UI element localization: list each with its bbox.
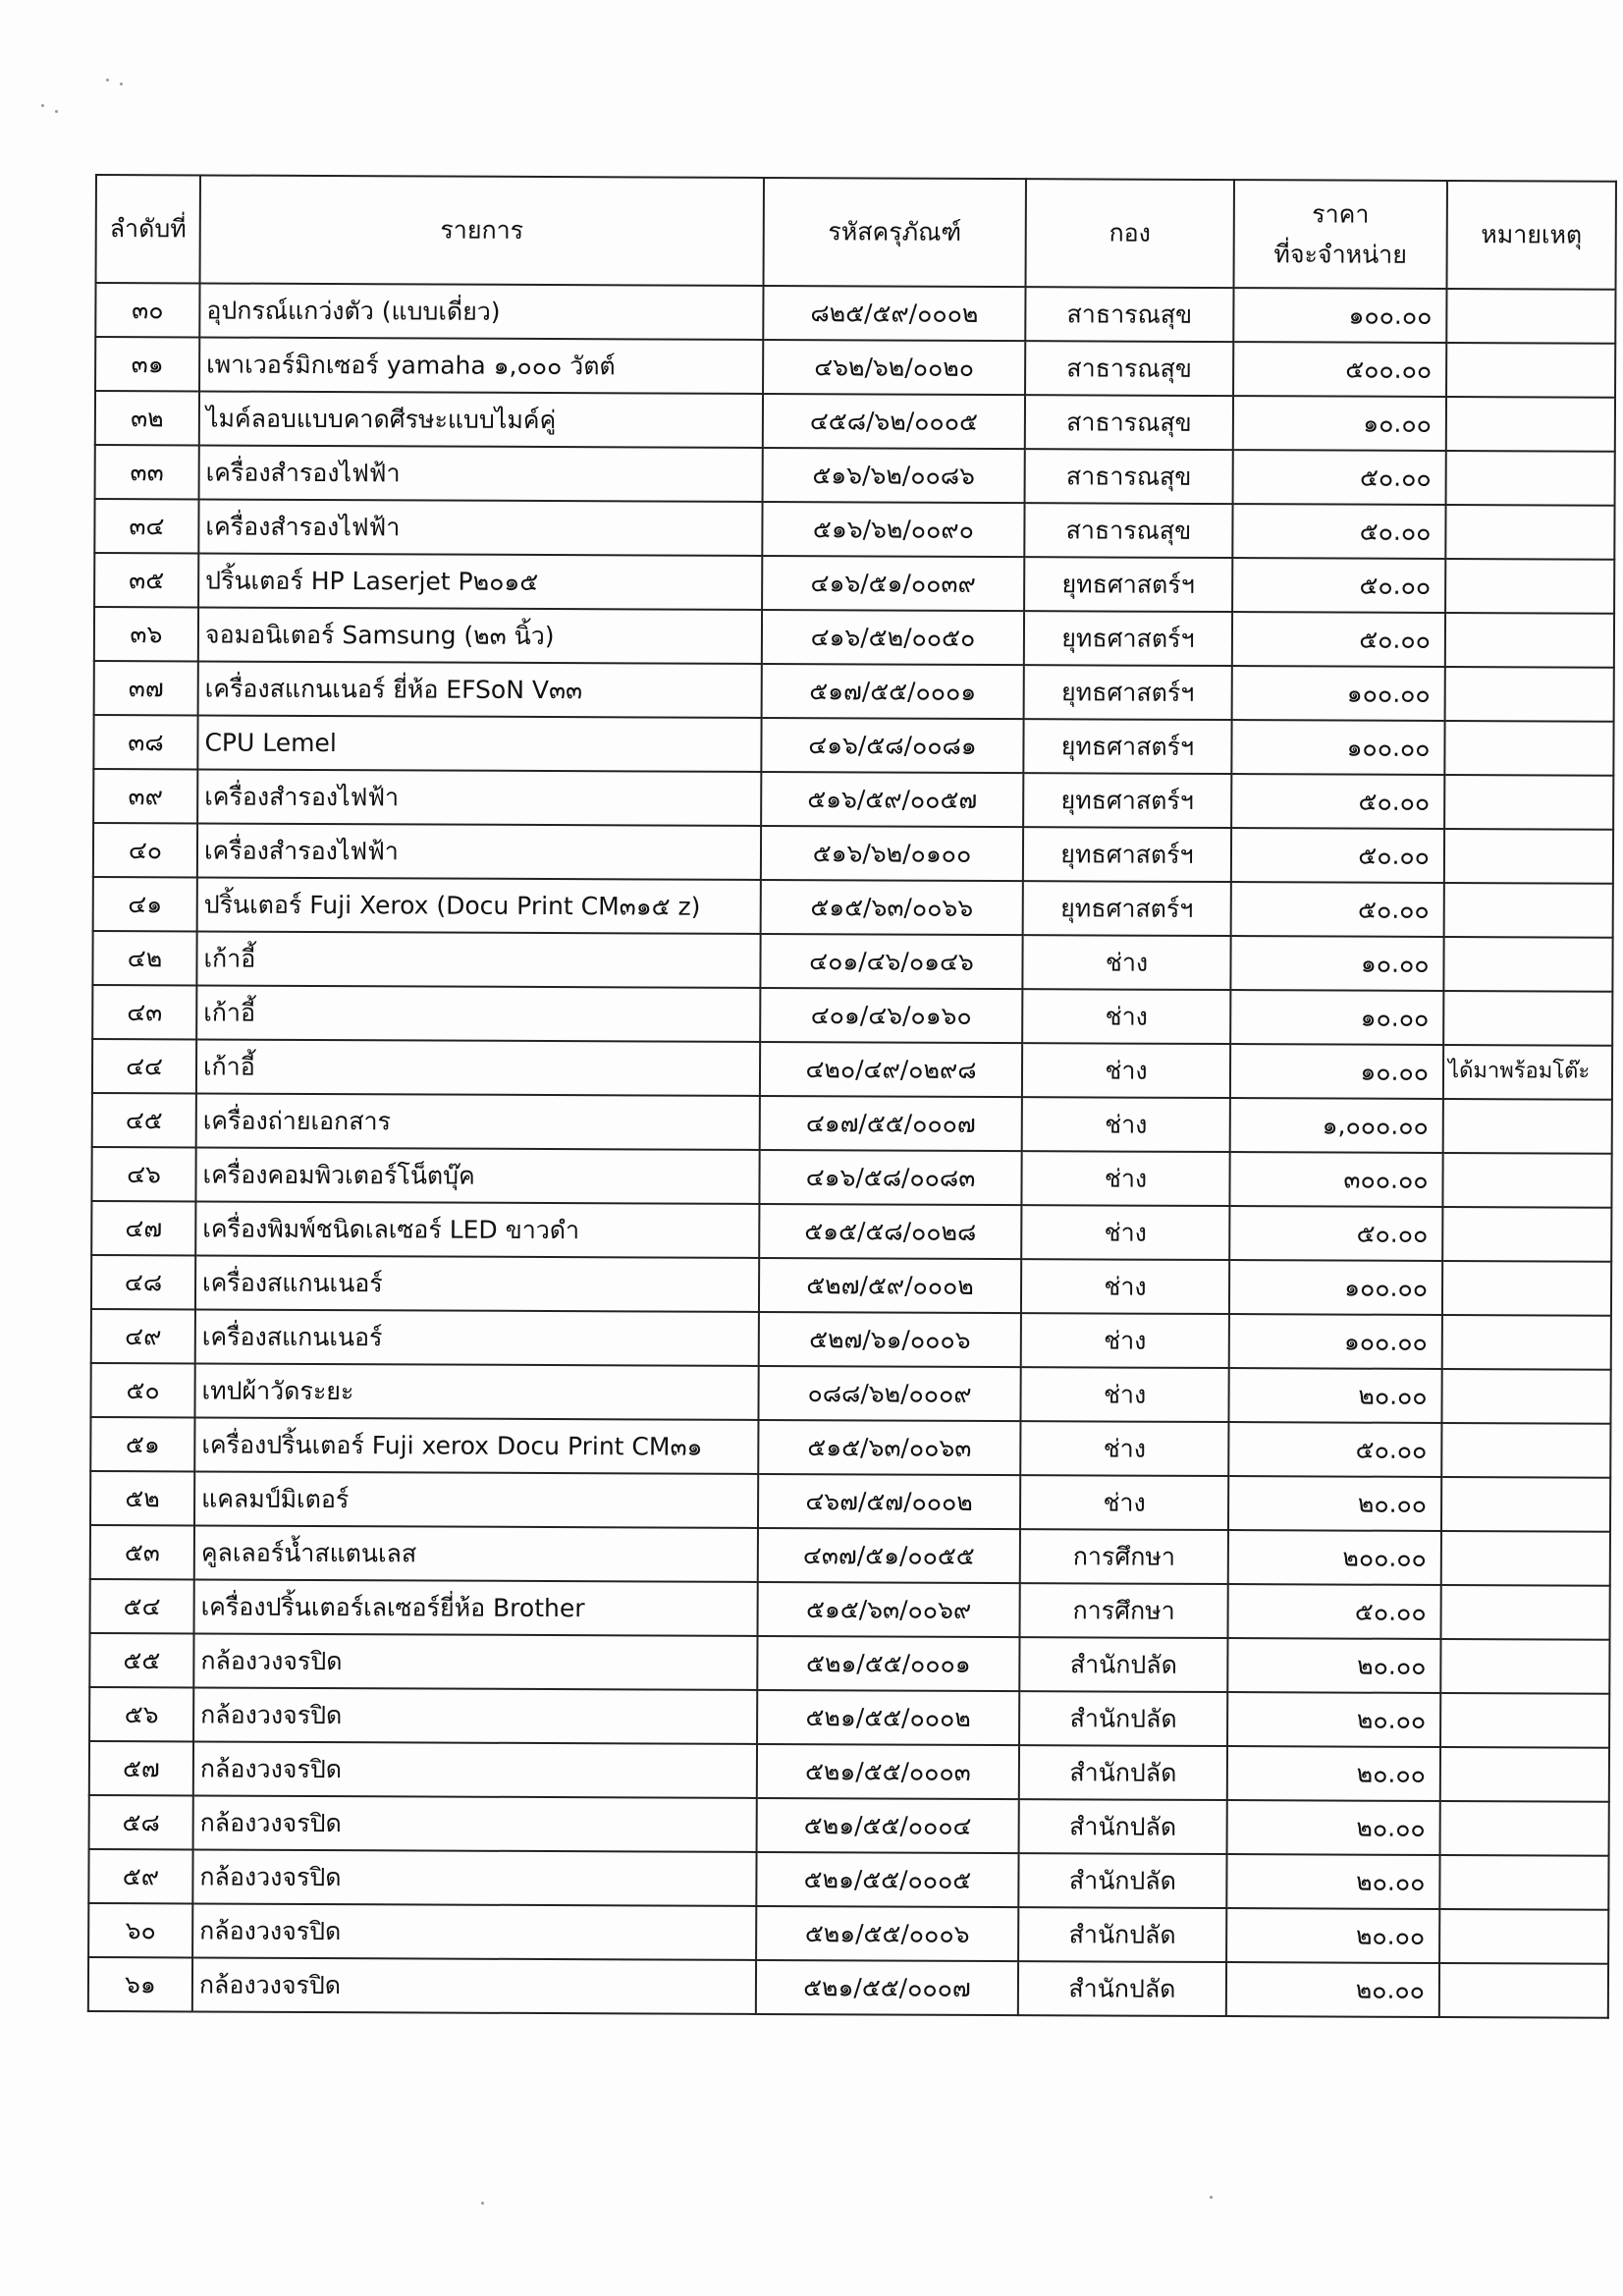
row-number: ๔๙: [91, 1309, 195, 1363]
asset-code: ๔๑๖/๕๘/๐๐๘๓: [759, 1150, 1021, 1205]
row-number: ๕๒: [90, 1471, 194, 1525]
disposal-price: ๒๐.๐๐: [1227, 1746, 1440, 1801]
remark: [1439, 1963, 1608, 2018]
division: ยุทธศาสตร์ฯ: [1024, 557, 1232, 612]
row-number: ๖๐: [88, 1903, 192, 1957]
table-header: [96, 175, 1616, 290]
item-name: เครื่องสำรองไฟฟ้า: [197, 769, 761, 826]
disposal-price: ๒๐๐.๐๐: [1228, 1530, 1441, 1585]
table-row: [90, 1525, 1610, 1586]
table-row: [93, 877, 1613, 938]
disposal-price: ๑,๐๐๐.๐๐: [1230, 1098, 1443, 1153]
item-name: แคลมป์มิเตอร์: [194, 1471, 758, 1528]
disposal-price: ๒๐.๐๐: [1227, 1638, 1440, 1693]
table-row: [89, 1795, 1609, 1856]
asset-code: ๕๒๑/๕๕/๐๐๐๓: [757, 1744, 1019, 1799]
asset-code: ๕๑๕/๖๓/๐๐๖๓: [758, 1420, 1020, 1475]
row-number: ๕๙: [88, 1849, 192, 1903]
division: สำนักปลัด: [1019, 1799, 1227, 1854]
asset-code: ๕๑๖/๖๒/๐๐๘๖: [763, 448, 1025, 503]
scan-speck: [55, 110, 58, 113]
asset-code: ๕๑๖/๖๒/๐๑๐๐: [761, 826, 1023, 881]
division: ยุทธศาสตร์ฯ: [1024, 665, 1232, 720]
disposal-price: ๕๐.๐๐: [1231, 828, 1444, 883]
disposal-price: ๑๐๐.๐๐: [1229, 1314, 1442, 1369]
disposal-price: ๑๐๐.๐๐: [1229, 1260, 1442, 1315]
division: ช่าง: [1022, 1097, 1230, 1152]
remark: [1439, 1909, 1608, 1964]
division: ยุทธศาสตร์ฯ: [1024, 611, 1232, 666]
division: ช่าง: [1021, 1259, 1229, 1314]
item-name: เทปผ้าวัดระยะ: [194, 1363, 758, 1420]
header-no: ลำดับที่: [96, 175, 200, 283]
remark: [1443, 991, 1612, 1046]
division: ช่าง: [1020, 1475, 1228, 1530]
asset-code: ๔๑๗/๕๕/๐๐๐๗: [760, 1096, 1022, 1151]
asset-code: ๔๖๒/๖๒/๐๐๒๐: [763, 340, 1025, 395]
row-number: ๕๗: [89, 1741, 193, 1795]
division: ช่าง: [1022, 989, 1230, 1044]
item-name: เครื่องคอมพิวเตอร์โน็ตบุ๊ค: [195, 1147, 759, 1204]
remark: [1441, 1423, 1610, 1478]
division: สำนักปลัด: [1019, 1745, 1227, 1800]
row-number: ๔๕: [92, 1093, 196, 1147]
asset-code: ๔๓๗/๕๑/๐๐๕๕: [758, 1528, 1020, 1583]
item-name: เครื่องสแกนเนอร์: [195, 1309, 759, 1366]
remark: [1439, 1855, 1608, 1910]
disposal-price: ๑๐๐.๐๐: [1231, 720, 1444, 775]
item-name: กล้องวงจรปิด: [193, 1795, 757, 1852]
remark: [1440, 1801, 1609, 1856]
table-body: [88, 283, 1616, 2018]
asset-code: ๕๒๗/๖๑/๐๐๐๖: [759, 1312, 1021, 1367]
division: ช่าง: [1021, 1205, 1229, 1260]
disposal-price: ๑๐๐.๐๐: [1233, 288, 1446, 343]
item-name: กล้องวงจรปิด: [193, 1633, 757, 1690]
remark: [1445, 613, 1614, 668]
item-name: เครื่องสแกนเนอร์: [195, 1255, 759, 1312]
row-number: ๔๐: [93, 823, 197, 877]
asset-code: ๔๖๗/๕๗/๐๐๐๒: [758, 1474, 1020, 1529]
asset-code: ๕๒๑/๕๕/๐๐๐๕: [756, 1852, 1018, 1907]
table-row: [93, 715, 1613, 776]
remark: [1444, 721, 1613, 776]
disposal-price: ๓๐๐.๐๐: [1229, 1152, 1442, 1207]
disposal-price: ๕๐.๐๐: [1232, 612, 1445, 667]
header-price: [1234, 180, 1447, 289]
table-row: [88, 1957, 1608, 2018]
asset-code: ๕๑๕/๖๓/๐๐๖๙: [758, 1582, 1020, 1637]
scan-speck: [1210, 2196, 1213, 2199]
division: สำนักปลัด: [1019, 1691, 1227, 1746]
disposal-price: ๕๐๐.๐๐: [1233, 342, 1446, 397]
division: ยุทธศาสตร์ฯ: [1023, 719, 1231, 774]
table-row: [94, 607, 1614, 668]
item-name: เพาเวอร์มิกเซอร์ yamaha ๑,๐๐๐ วัตต์: [199, 337, 763, 394]
disposal-price: ๒๐.๐๐: [1226, 1962, 1439, 2017]
remark: [1442, 1315, 1611, 1370]
table-row: [90, 1579, 1610, 1640]
asset-code: ๐๘๘/๖๒/๐๐๐๙: [758, 1366, 1020, 1421]
asset-code: ๕๑๖/๖๒/๐๐๙๐: [762, 502, 1024, 557]
division: สาธารณสุข: [1025, 287, 1233, 342]
asset-code: ๕๒๗/๕๙/๐๐๐๒: [759, 1258, 1021, 1313]
remark: [1442, 1261, 1611, 1316]
row-number: ๓๔: [94, 499, 198, 553]
disposal-price: ๕๐.๐๐: [1232, 504, 1445, 559]
header-remark: หมายเหตุ: [1447, 181, 1616, 290]
asset-code: ๔๑๖/๕๘/๐๐๘๑: [761, 718, 1023, 773]
table-row: [90, 1417, 1610, 1478]
remark: [1444, 775, 1613, 830]
item-name: กล้องวงจรปิด: [192, 1903, 756, 1960]
division: สาธารณสุข: [1025, 341, 1233, 396]
asset-code: ๕๒๑/๕๕/๐๐๐๑: [757, 1636, 1019, 1691]
disposal-price: ๕๐.๐๐: [1233, 450, 1446, 505]
item-name: เครื่องปริ้นเตอร์เลเซอร์ยี่ห้อ Brother: [194, 1579, 758, 1636]
division: การศึกษา: [1020, 1529, 1228, 1584]
asset-code: ๕๒๑/๕๕/๐๐๐๒: [757, 1690, 1019, 1745]
remark: [1446, 289, 1615, 344]
row-number: ๓๐: [95, 283, 199, 337]
disposal-price: ๑๐.๐๐: [1230, 990, 1443, 1045]
table-row: [91, 1201, 1611, 1262]
asset-code: ๕๑๕/๖๓/๐๐๖๖: [761, 880, 1023, 935]
division: สาธารณสุข: [1024, 503, 1232, 558]
remark: [1445, 667, 1614, 722]
table-row: [89, 1741, 1609, 1802]
disposal-price: ๑๐.๐๐: [1230, 936, 1443, 991]
asset-code: ๕๒๑/๕๕/๐๐๐๔: [757, 1798, 1019, 1853]
row-number: ๕๔: [90, 1579, 194, 1633]
table-row: [89, 1687, 1609, 1748]
asset-code: ๕๑๗/๕๕/๐๐๐๑: [762, 664, 1024, 719]
disposal-price: ๕๐.๐๐: [1232, 558, 1445, 613]
row-number: ๔๑: [93, 877, 197, 931]
row-number: ๓๘: [93, 715, 197, 769]
division: ช่าง: [1022, 1043, 1230, 1098]
division: ยุทธศาสตร์ฯ: [1023, 773, 1231, 828]
item-name: เครื่องพิมพ์ชนิดเลเซอร์ LED ขาวดำ: [195, 1201, 759, 1258]
row-number: ๓๖: [94, 607, 198, 661]
table-row: [92, 1039, 1612, 1100]
row-number: ๔๘: [91, 1255, 195, 1309]
remark: [1441, 1369, 1610, 1424]
remark: [1440, 1693, 1609, 1748]
scan-speck: [120, 82, 123, 85]
asset-code: ๘๒๕/๕๙/๐๐๐๒: [763, 286, 1025, 341]
asset-code: ๔๑๖/๕๒/๐๐๕๐: [762, 610, 1024, 665]
division: ยุทธศาสตร์ฯ: [1023, 881, 1231, 936]
remark: [1446, 397, 1615, 452]
asset-code: ๕๑๖/๕๙/๐๐๕๗: [761, 772, 1023, 827]
disposal-price: ๒๐.๐๐: [1228, 1476, 1441, 1531]
item-name: กล้องวงจรปิด: [192, 1957, 756, 2014]
row-number: ๕๑: [90, 1417, 194, 1471]
disposal-price: ๕๐.๐๐: [1228, 1584, 1441, 1639]
table-row: [92, 985, 1612, 1046]
asset-code: ๕๒๑/๕๕/๐๐๐๖: [756, 1906, 1018, 1961]
table-row: [91, 1147, 1611, 1208]
scan-speck: [481, 2202, 484, 2205]
disposal-price: ๕๐.๐๐: [1231, 882, 1444, 937]
item-name: เก้าอี้: [196, 1039, 760, 1096]
item-name: เครื่องสำรองไฟฟ้า: [197, 823, 761, 880]
scan-speck: [41, 104, 44, 107]
remark: [1443, 937, 1612, 992]
scan-speck: [106, 79, 109, 82]
disposal-price: ๒๐.๐๐: [1226, 1908, 1439, 1963]
asset-disposal-table: [87, 174, 1617, 2019]
row-number: ๔๗: [91, 1201, 195, 1255]
table-row: [94, 553, 1614, 614]
remark: [1445, 559, 1614, 614]
division: สำนักปลัด: [1019, 1637, 1227, 1692]
division: สำนักปลัด: [1018, 1853, 1226, 1908]
table-row: [91, 1309, 1611, 1370]
disposal-price: ๑๐๐.๐๐: [1232, 666, 1445, 721]
division: ช่าง: [1021, 1313, 1229, 1368]
row-number: ๓๙: [93, 769, 197, 823]
disposal-price: ๒๐.๐๐: [1227, 1692, 1440, 1747]
row-number: ๓๕: [94, 553, 198, 607]
header-code: รหัสครุภัณฑ์: [764, 178, 1026, 287]
item-name: เครื่องสำรองไฟฟ้า: [199, 445, 763, 502]
item-name: เครื่องสำรองไฟฟ้า: [198, 499, 762, 556]
item-name: กล้องวงจรปิด: [193, 1687, 757, 1744]
disposal-price: ๑๐.๐๐: [1230, 1044, 1443, 1099]
division: สาธารณสุข: [1025, 395, 1233, 450]
item-name: เครื่องปริ้นเตอร์ Fuji xerox Docu Print CM๓๑: [194, 1417, 758, 1474]
header-item: รายการ: [200, 175, 764, 286]
asset-code: ๔๐๑/๔๖/๐๑๖๐: [760, 988, 1022, 1043]
row-number: ๔๖: [91, 1147, 195, 1201]
item-name: CPU Lemel: [197, 715, 761, 772]
division: ช่าง: [1021, 1151, 1229, 1206]
row-number: ๓๗: [94, 661, 198, 715]
table-row: [92, 931, 1612, 992]
division: สาธารณสุข: [1025, 449, 1233, 504]
table-row: [88, 1903, 1608, 1964]
item-name: เก้าอี้: [196, 931, 760, 988]
item-name: อุปกรณ์แกว่งตัว (แบบเดี่ยว): [199, 283, 763, 340]
row-number: ๕๐: [90, 1363, 194, 1417]
header-row: [96, 175, 1616, 290]
disposal-price: ๒๐.๐๐: [1226, 1854, 1439, 1909]
remark: [1444, 829, 1613, 884]
division: สำนักปลัด: [1018, 1907, 1226, 1962]
remark: [1444, 883, 1613, 938]
disposal-price: ๒๐.๐๐: [1228, 1368, 1441, 1423]
table-row: [89, 1633, 1609, 1694]
remark: [1446, 343, 1615, 398]
asset-code: ๔๐๑/๔๖/๐๑๔๖: [760, 934, 1022, 989]
row-number: ๖๑: [88, 1957, 192, 2011]
item-name: คูลเลอร์น้ำสแตนเลส: [194, 1525, 758, 1582]
division: ช่าง: [1020, 1367, 1228, 1422]
table-row: [91, 1255, 1611, 1316]
item-name: เครื่องสแกนเนอร์ ยี่ห้อ EFSoN V๓๓: [198, 661, 762, 718]
table-row: [93, 769, 1613, 830]
item-name: เก้าอี้: [196, 985, 760, 1042]
table-row: [90, 1471, 1610, 1532]
table-row: [95, 337, 1615, 398]
row-number: ๕๘: [89, 1795, 193, 1849]
division: สำนักปลัด: [1018, 1961, 1226, 2016]
remark: [1441, 1585, 1610, 1640]
disposal-price: ๕๐.๐๐: [1231, 774, 1444, 829]
division: การศึกษา: [1020, 1583, 1228, 1638]
header-price-line2: ที่จะจำหน่าย: [1273, 240, 1407, 269]
disposal-price: ๑๐.๐๐: [1233, 396, 1446, 451]
remark: [1443, 1099, 1612, 1154]
table-row: [95, 445, 1615, 506]
table-row: [88, 1849, 1608, 1910]
asset-code: ๔๑๖/๕๑/๐๐๓๙: [762, 556, 1024, 611]
header-price-line1: ราคา: [1312, 198, 1370, 229]
row-number: ๕๖: [89, 1687, 193, 1741]
row-number: ๕๕: [89, 1633, 193, 1687]
row-number: ๔๔: [92, 1039, 196, 1093]
division: ช่าง: [1020, 1421, 1228, 1476]
item-name: ปริ้นเตอร์ HP Laserjet P๒๐๑๕: [198, 553, 762, 610]
item-name: ไมค์ลอบแบบคาดศีรษะแบบไมค์คู่: [199, 391, 763, 448]
table-row: [95, 283, 1615, 344]
table-row: [90, 1363, 1610, 1424]
disposal-price: ๕๐.๐๐: [1229, 1206, 1442, 1261]
table-row: [92, 1093, 1612, 1154]
item-name: กล้องวงจรปิด: [192, 1849, 756, 1906]
division: ยุทธศาสตร์ฯ: [1023, 827, 1231, 882]
remark: [1445, 505, 1614, 560]
item-name: กล้องวงจรปิด: [193, 1741, 757, 1798]
row-number: ๓๓: [95, 445, 199, 499]
disposal-price: ๕๐.๐๐: [1228, 1422, 1441, 1477]
remark: [1442, 1207, 1611, 1262]
asset-code: ๔๕๘/๖๒/๐๐๐๕: [763, 394, 1025, 449]
table-row: [94, 499, 1614, 560]
item-name: ปริ้นเตอร์ Fuji Xerox (Docu Print CM๓๑๕ z): [197, 877, 761, 934]
row-number: ๓๑: [95, 337, 199, 391]
row-number: ๕๓: [90, 1525, 194, 1579]
remark: [1440, 1639, 1609, 1694]
item-name: เครื่องถ่ายเอกสาร: [196, 1093, 760, 1150]
asset-code: ๔๒๐/๔๙/๐๒๙๘: [760, 1042, 1022, 1097]
table-row: [93, 823, 1613, 884]
remark: [1442, 1153, 1611, 1208]
row-number: ๓๒: [95, 391, 199, 445]
table-row: [95, 391, 1615, 452]
asset-code: ๕๑๕/๕๘/๐๐๒๘: [759, 1204, 1021, 1259]
asset-code: ๕๒๑/๕๕/๐๐๐๗: [756, 1960, 1018, 2015]
table-row: [94, 661, 1614, 722]
remark: [1441, 1477, 1610, 1532]
disposal-price: ๒๐.๐๐: [1227, 1800, 1440, 1855]
row-number: ๔๒: [92, 931, 196, 985]
item-name: จอมอนิเตอร์ Samsung (๒๓ นิ้ว): [198, 607, 762, 664]
remark: [1440, 1747, 1609, 1802]
row-number: ๔๓: [92, 985, 196, 1039]
header-division: กอง: [1026, 179, 1234, 288]
division: ช่าง: [1022, 935, 1230, 990]
remark: [1441, 1531, 1610, 1586]
remark: [1446, 451, 1615, 506]
remark: ได้มาพร้อมโต๊ะ: [1443, 1045, 1612, 1100]
